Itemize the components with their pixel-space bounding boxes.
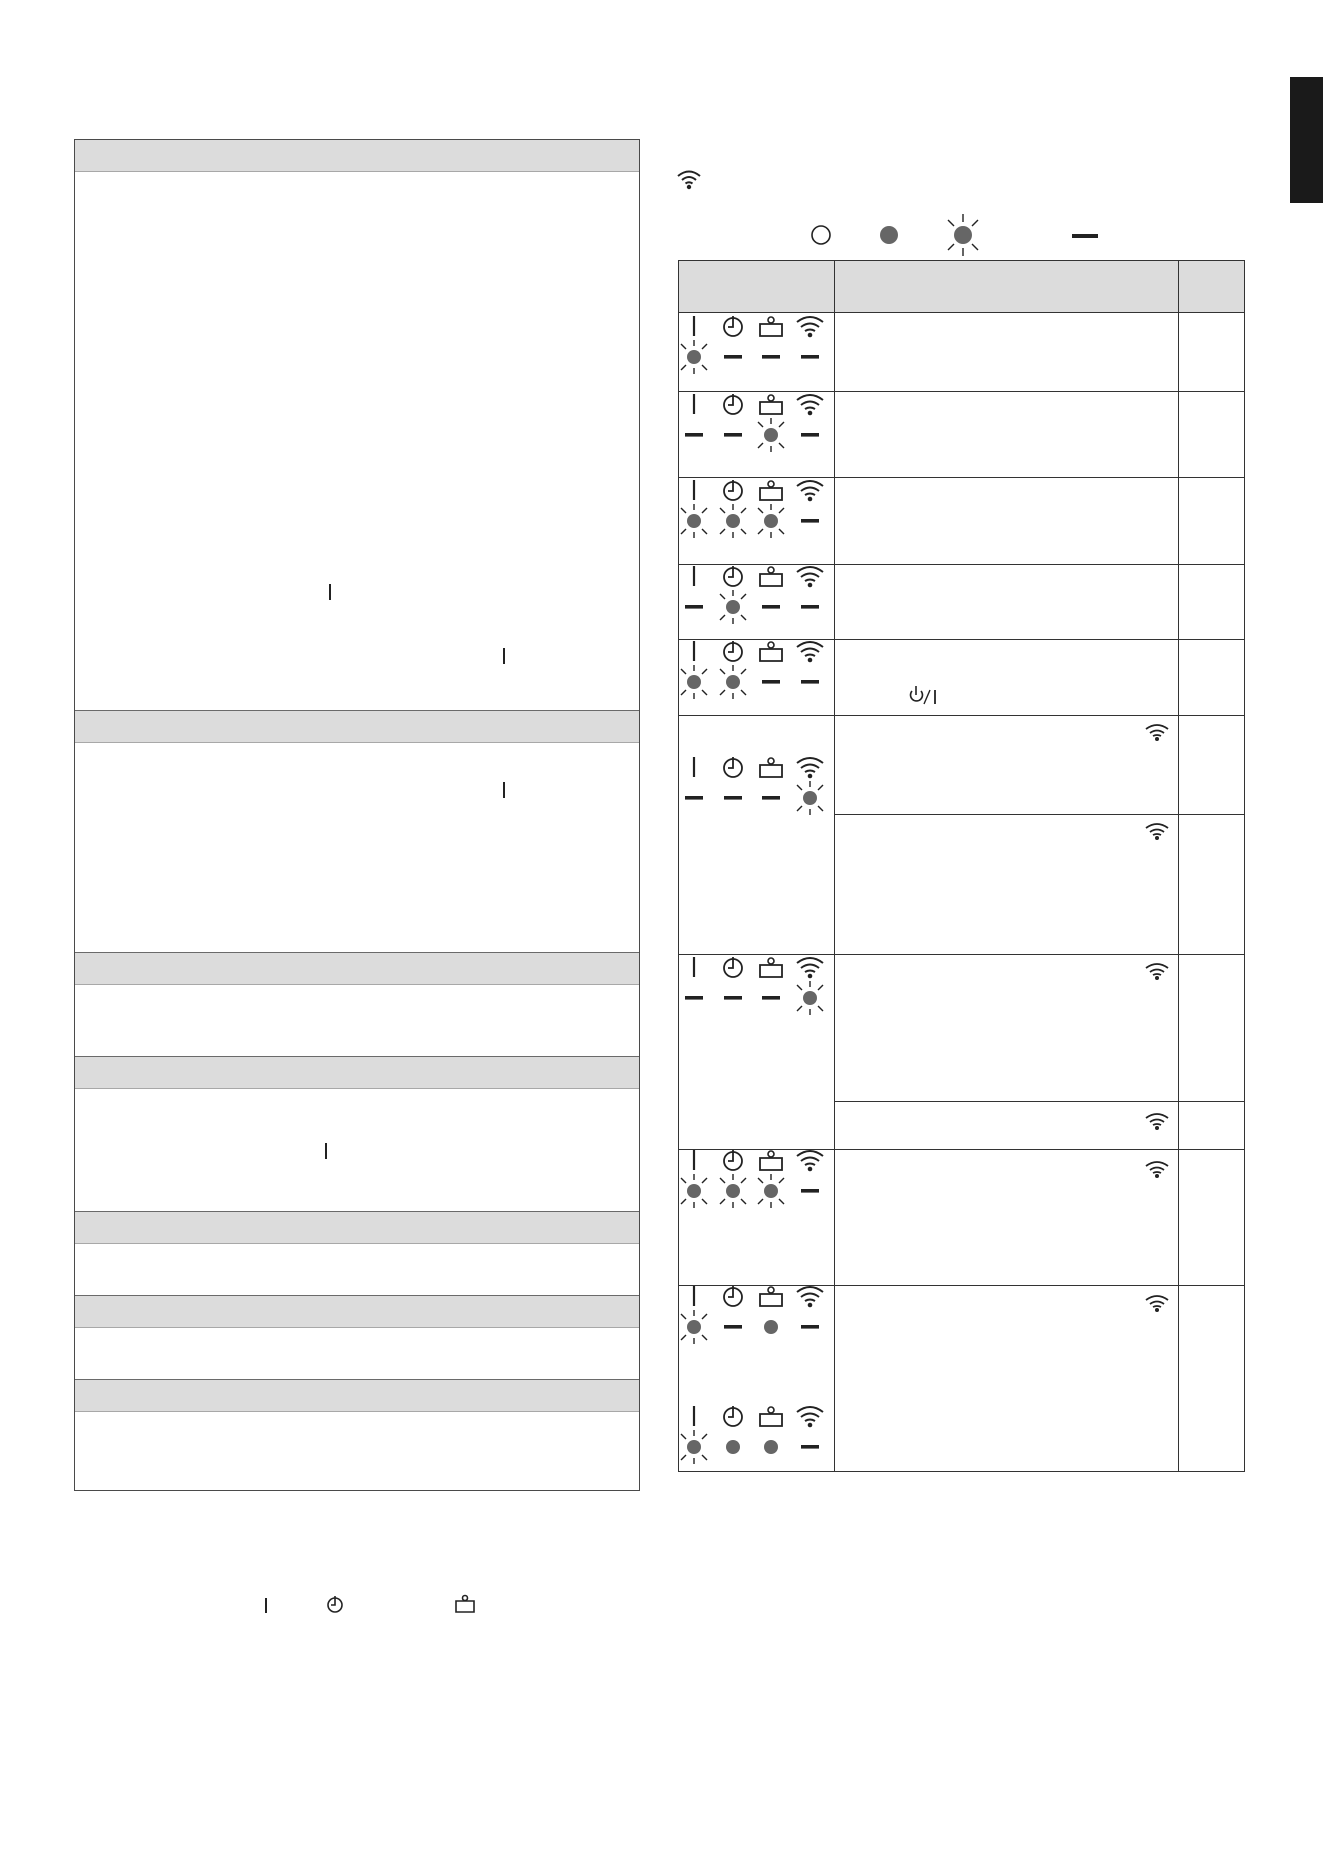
led-dash <box>762 605 780 609</box>
timer-icon <box>724 394 742 414</box>
wifi-icon <box>797 567 823 587</box>
timer-icon <box>724 957 742 977</box>
led-dash <box>801 1189 819 1193</box>
wifi-icon <box>797 395 823 415</box>
wifi-icon <box>1146 725 1168 741</box>
led-blink <box>681 1310 707 1344</box>
led-dash <box>801 355 819 359</box>
led-dash <box>762 796 780 800</box>
timer-icon <box>724 641 742 661</box>
timer-icon <box>724 316 742 336</box>
led-blink <box>681 340 707 374</box>
tank-icon <box>760 758 782 777</box>
led-blink <box>681 665 707 699</box>
timer-icon <box>724 1406 742 1426</box>
led-on <box>726 1440 740 1454</box>
wifi-icon <box>1146 1296 1168 1312</box>
timer-icon <box>724 1150 742 1170</box>
led-dash <box>685 433 703 437</box>
wifi-icon <box>797 317 823 337</box>
power-toggle-icon <box>911 686 936 704</box>
led-dash <box>801 519 819 523</box>
timer-icon <box>724 757 742 777</box>
tank-icon <box>760 642 782 661</box>
tank-icon <box>760 1287 782 1306</box>
wifi-icon <box>1146 964 1168 980</box>
led-blink <box>797 781 823 815</box>
tank-icon <box>760 1151 782 1170</box>
led-dash <box>685 996 703 1000</box>
tank-icon <box>760 567 782 586</box>
led-dash <box>724 433 742 437</box>
wifi-icon <box>797 481 823 501</box>
led-dash <box>801 1445 819 1449</box>
led-dash <box>685 605 703 609</box>
tank-icon <box>760 317 782 336</box>
wifi-icon <box>1146 824 1168 840</box>
tank-icon <box>760 1407 782 1426</box>
wifi-icon <box>797 958 823 978</box>
led-blink <box>797 981 823 1015</box>
led-blink <box>720 665 746 699</box>
led-on <box>764 1320 778 1334</box>
tank-icon <box>760 481 782 500</box>
wifi-icon <box>1146 1114 1168 1130</box>
led-dash <box>685 796 703 800</box>
led-blink <box>720 590 746 624</box>
tank-icon <box>760 958 782 977</box>
wifi-icon <box>797 1151 823 1171</box>
led-dash <box>724 796 742 800</box>
led-blink <box>681 504 707 538</box>
led-blink <box>681 1174 707 1208</box>
led-dash <box>762 680 780 684</box>
led-dash <box>762 355 780 359</box>
led-blink <box>758 418 784 452</box>
led-dash <box>801 680 819 684</box>
led-dash <box>762 996 780 1000</box>
led-blink <box>758 1174 784 1208</box>
wifi-icon <box>1146 1162 1168 1178</box>
led-dash <box>801 1325 819 1329</box>
wifi-icon <box>797 642 823 662</box>
led-dash <box>724 1325 742 1329</box>
wifi-icon <box>797 1407 823 1427</box>
led-dash <box>724 996 742 1000</box>
timer-icon <box>724 566 742 586</box>
timer-icon <box>724 480 742 500</box>
tank-icon <box>760 395 782 414</box>
timer-icon <box>724 1286 742 1306</box>
led-dash <box>801 605 819 609</box>
led-blink <box>681 1430 707 1464</box>
led-on <box>764 1440 778 1454</box>
led-blink <box>720 1174 746 1208</box>
led-blink <box>758 504 784 538</box>
led-dash <box>801 433 819 437</box>
led-blink <box>720 504 746 538</box>
led-dash <box>724 355 742 359</box>
wifi-icon <box>797 758 823 778</box>
wifi-icon <box>797 1287 823 1307</box>
